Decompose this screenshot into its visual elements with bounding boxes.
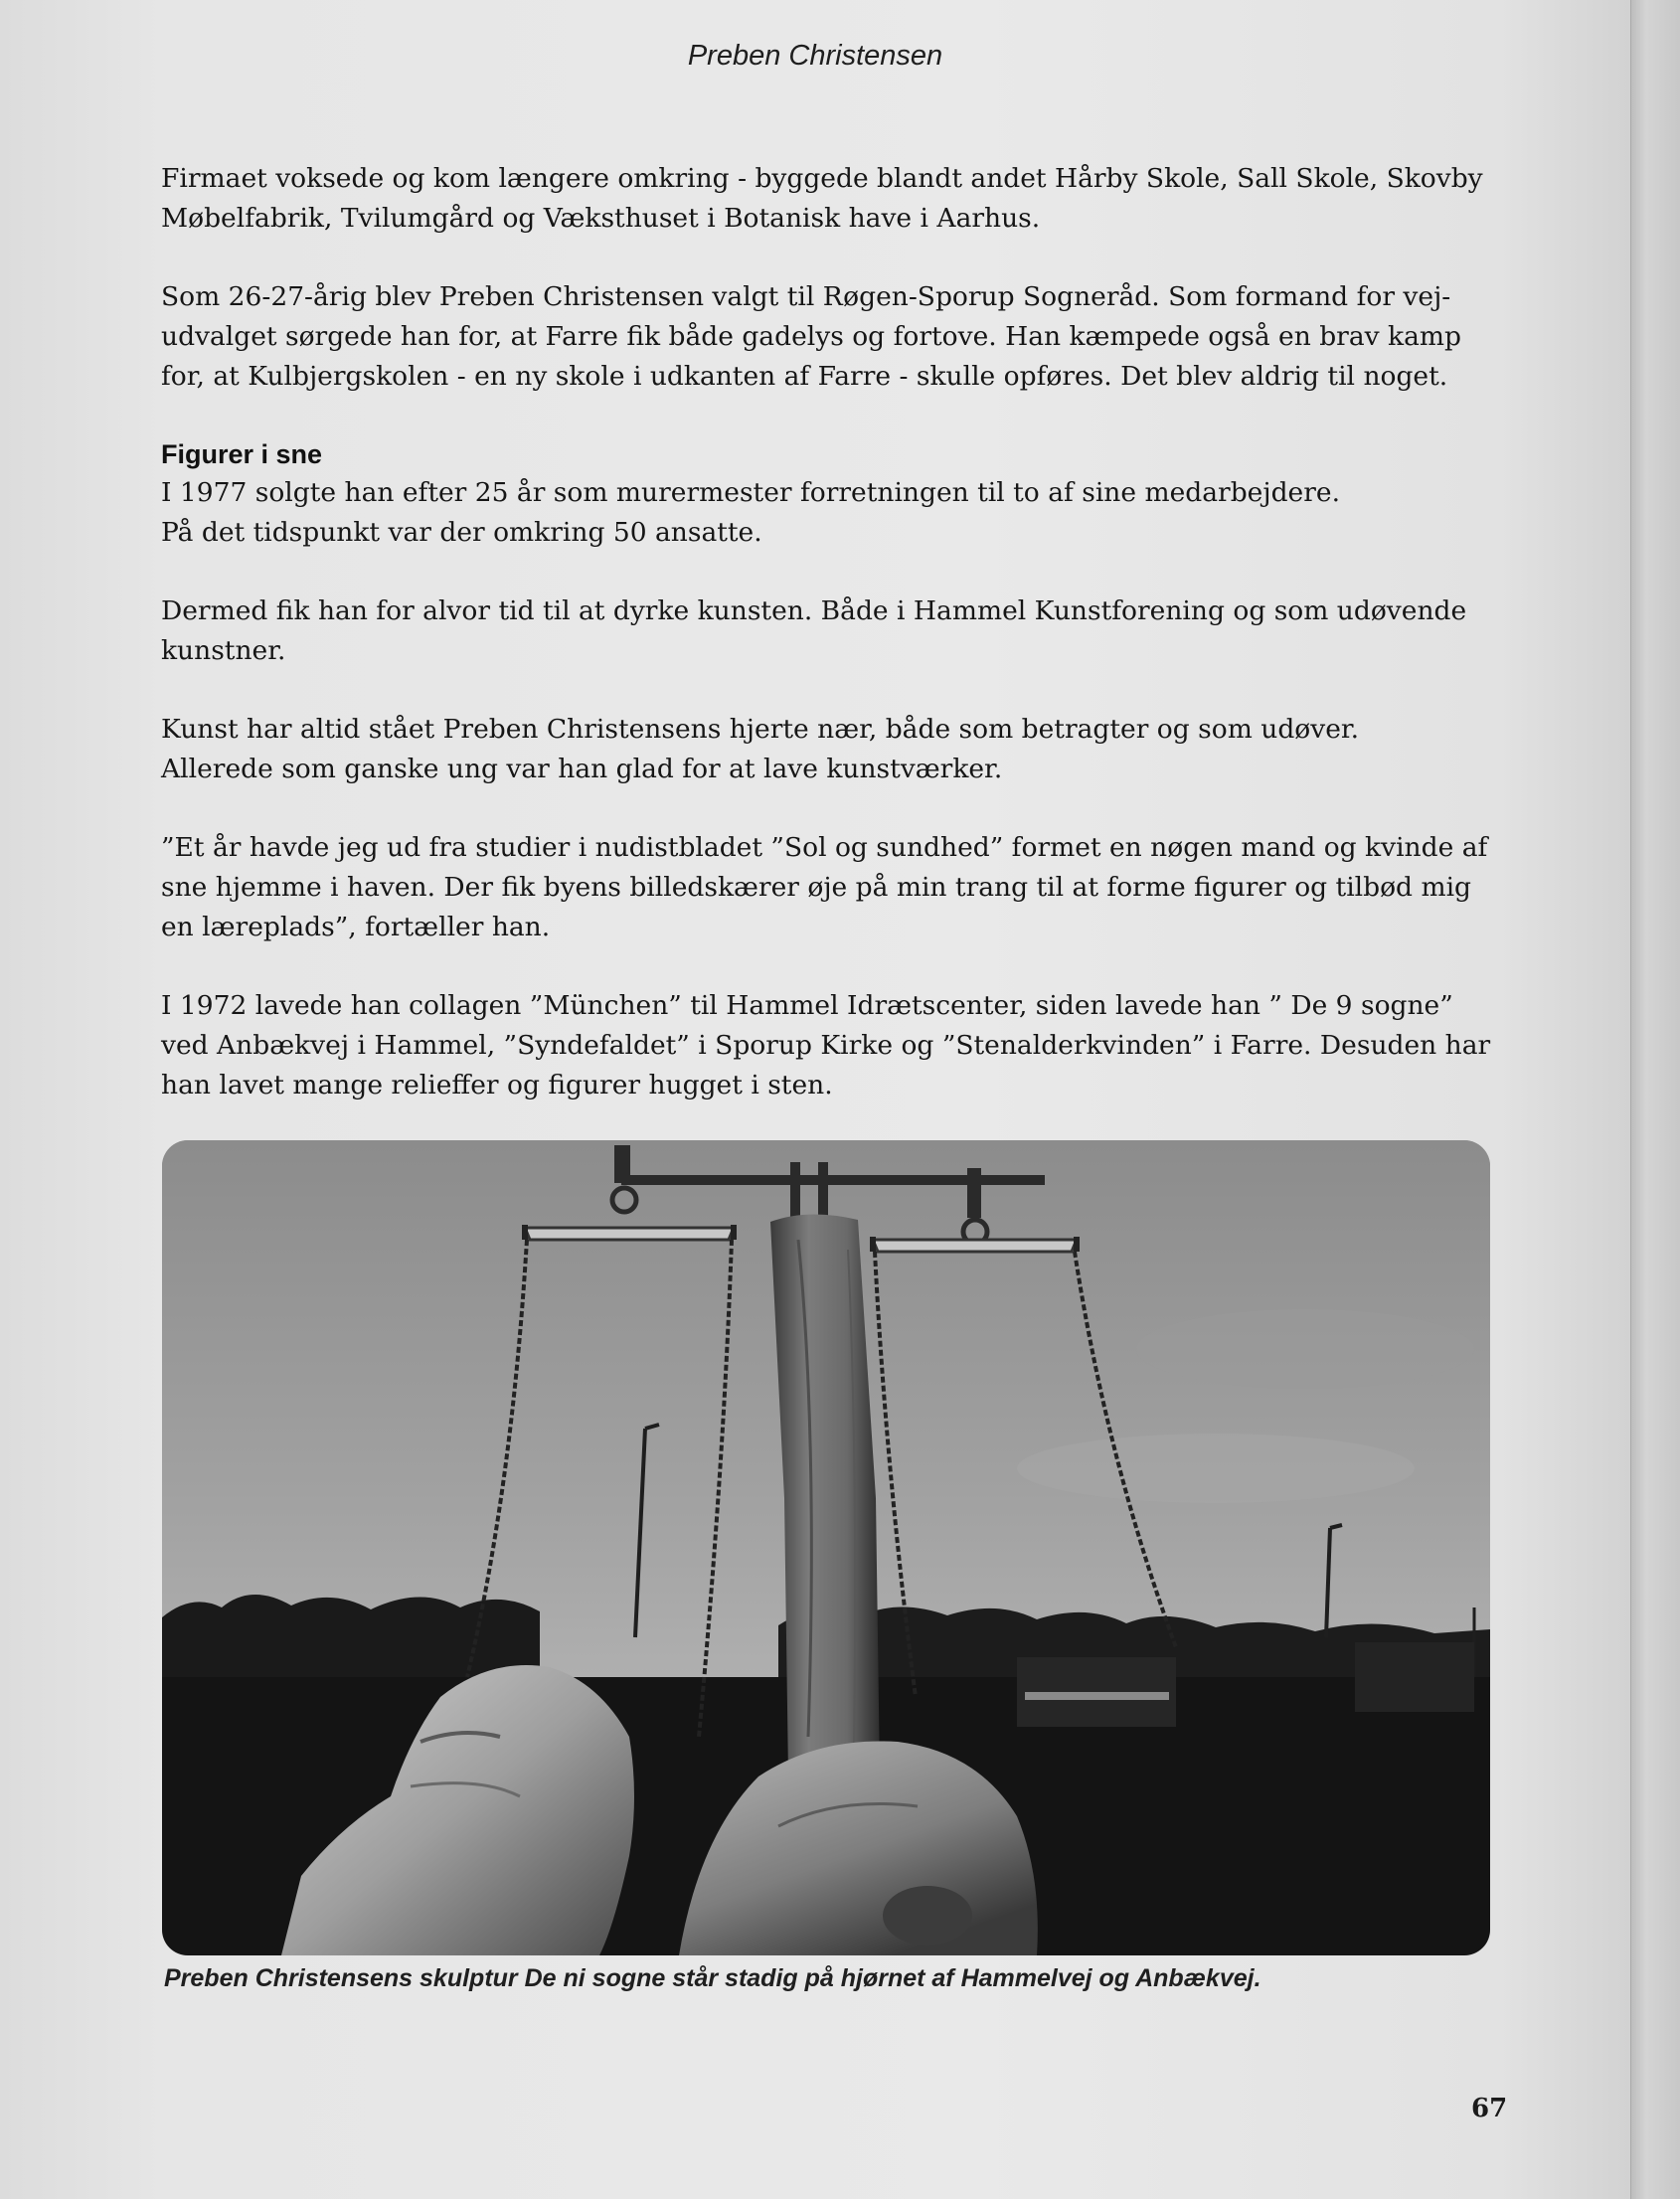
paragraph-sold-business — [161, 473, 1493, 553]
paragraph-firm-growth: Firmaet voksede og kom længere omkring - byggede blandt andet Hårby Skole, Sall Skole, Skovby Møbelfabrik, Tvilumgård og Væksthuset i Botanisk have i Aarhus. — [161, 163, 1483, 234]
paragraph-parish-council: Som 26-27-årig blev Preben Christensen valgt til Røgen-Sporup Sogneråd. Som formand for vej-udvalget sørgede han for, at Farre fik både gadelys og fortove. Han kæmpede også en brav kamp for, at Kulbjergskolen - en ny skole i udkanten af Farre - skulle opføres. Det blev aldrig til noget. — [161, 281, 1461, 392]
body-text — [161, 159, 1493, 1144]
paragraph-art-line1: Kunst har altid stået Preben Christensens hjerte nær, både som betragter og som udøver. — [161, 714, 1360, 745]
section-heading: Figurer i sne — [161, 439, 323, 469]
paragraph-art-line2: Allerede som ganske ung var han glad for at lave kunstværker. — [161, 754, 1003, 784]
sculpture-photo — [162, 1140, 1490, 1955]
page-number: 67 — [1471, 2094, 1508, 2123]
paragraph-snow-figures-quote: ”Et år havde jeg ud fra studier i nudistbladet ”Sol og sundhed” formet en nøgen mand og kvinde af sne hjemme i haven. Der fik byens billedskærer øje på min trang til at forme figurer og tilbød mig en læreplads”, fortæller han. — [161, 832, 1488, 942]
photo-caption: Preben Christensens skulptur De ni sogne står stadig på hjørnet af Hammelvej og Anbækvej. — [164, 1964, 1261, 1992]
paragraph-art-close-to-heart — [161, 710, 1493, 789]
paragraph-sold-business-line1: I 1977 solgte han efter 25 år som murermester forretningen til to af sine medarbejdere. — [161, 477, 1340, 508]
sculpture-photo-drawing — [162, 1140, 1490, 1955]
paragraph-sold-business-line2: På det tidspunkt var der omkring 50 ansatte. — [161, 517, 762, 548]
paragraph-works-list: I 1972 lavede han collagen ”München” til Hammel Idrætscenter, siden lavede han ” De 9 sogne” ved Anbækvej i Hammel, ”Syndefaldet” i Sporup Kirke og ”Stenalderkvinden” i Farre. Desuden har han lavet mange relieffer og figurer hugget i sten. — [161, 990, 1491, 1100]
paragraph-time-for-art: Dermed fik han for alvor tid til at dyrke kunsten. Både i Hammel Kunstforening og som udøvende kunstner. — [161, 595, 1467, 666]
running-header: Preben Christensen — [687, 40, 943, 72]
page-edge-shadow — [1630, 0, 1680, 2199]
